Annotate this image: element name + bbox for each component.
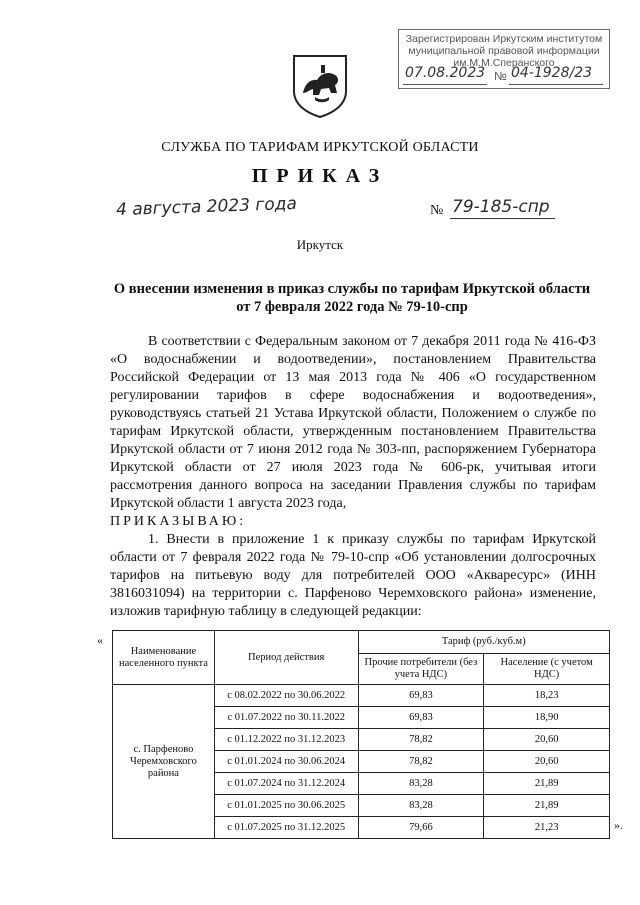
document-number-label: №	[430, 203, 444, 218]
table-open-quote: «	[97, 633, 103, 647]
population-tariff-cell: 20,60	[484, 751, 610, 773]
population-tariff-cell: 18,90	[484, 707, 610, 729]
table-row	[113, 685, 610, 707]
tariff-table	[112, 630, 610, 839]
organization-name: СЛУЖБА ПО ТАРИФАМ ИРКУТСКОЙ ОБЛАСТИ	[161, 140, 479, 155]
population-tariff-cell: 21,89	[484, 795, 610, 817]
other-tariff-cell: 83,28	[358, 773, 484, 795]
period-cell: с 01.07.2022 по 30.11.2022	[214, 707, 358, 729]
other-tariff-cell: 78,82	[358, 729, 484, 751]
other-tariff-cell: 83,28	[358, 795, 484, 817]
period-cell: с 08.02.2022 по 30.06.2022	[214, 685, 358, 707]
header-period: Период действия	[214, 631, 358, 685]
period-cell: с 01.12.2022 по 31.12.2023	[214, 729, 358, 751]
other-tariff-cell: 69,83	[358, 685, 484, 707]
other-tariff-cell: 78,82	[358, 751, 484, 773]
population-tariff-cell: 21,23	[484, 817, 610, 839]
period-cell: с 01.07.2024 по 31.12.2024	[214, 773, 358, 795]
header-other-consumers: Прочие потребители (без учета НДС)	[358, 654, 484, 685]
handwritten-document-number: 79-185-спр	[452, 197, 550, 217]
header-settlement: Наименование населенного пункта	[113, 631, 215, 685]
stamp-line-3: им.М.М.Сперанского	[453, 57, 555, 69]
registration-stamp	[398, 29, 610, 89]
header-population: Население (с учетом НДС)	[484, 654, 610, 685]
table-close-quote: ».	[614, 818, 623, 832]
stamp-number-label: №	[494, 69, 507, 83]
settlement-cell: с. Парфеново Черемховского района	[113, 685, 215, 839]
coat-of-arms-emblem	[291, 53, 349, 119]
document-body	[110, 333, 596, 621]
stamp-number: 04-1928/23	[511, 65, 593, 81]
preamble-paragraph: В соответствии с Федеральным законом от 7 декабря 2011 года № 416-ФЗ «О водоснабжении и водоотведении», постановлением Правительства Российской Федерации от 13 мая 2013 года № 406 «О государственном регулировании тарифов в сфере водоснабжения и водоотведения», руководствуясь статьей 21 Устава Иркутской области, Положением о службе по тарифам Иркутской области, утвержденным постановлением Правительства Иркутской области от 7 июня 2012 года № 303-пп, распоряжением Губернатора Иркутской области от 27 июля 2023 года № 606-рк, учитывая итоги рассмотрения данного вопроса на заседании Правления службы по тарифам Иркутской области 1 августа 2023 года,	[110, 334, 596, 511]
number-underline	[450, 218, 555, 219]
city: Иркутск	[296, 237, 344, 252]
period-cell: с 01.01.2024 по 30.06.2024	[214, 751, 358, 773]
document-title: О внесении изменения в приказ службы по тарифам Иркутской области от 7 февраля 2022 года № 79-10-спр	[113, 281, 591, 315]
population-tariff-cell: 21,89	[484, 773, 610, 795]
stamp-line-2: муниципальной правовой информации	[408, 45, 600, 57]
period-cell: с 01.07.2025 по 31.12.2025	[214, 817, 358, 839]
other-tariff-cell: 69,83	[358, 707, 484, 729]
order-word: ПРИКАЗЫВАЮ:	[110, 514, 247, 529]
handwritten-date: 4 августа 2023 года	[115, 193, 298, 221]
other-tariff-cell: 79,66	[358, 817, 484, 839]
stamp-date: 07.08.2023	[405, 65, 486, 81]
header-tariff: Тариф (руб./куб.м)	[358, 631, 609, 654]
item-1-paragraph: 1. Внести в приложение 1 к приказу службы по тарифам Иркутской области от 7 февраля 2022 года № 79-10-спр «Об установлении долгосрочных тарифов на питьевую воду для потребителей ООО «Акваресурс» (ИНН 3816031094) на территории с. Парфеново Черемховского района» изменение, изложив тарифную таблицу в следующей редакции:	[110, 532, 596, 619]
document-type: ПРИКАЗ	[251, 165, 389, 187]
period-cell: с 01.01.2025 по 30.06.2025	[214, 795, 358, 817]
population-tariff-cell: 18,23	[484, 685, 610, 707]
stamp-line-1: Зарегистрирован Иркутским институтом	[405, 33, 603, 45]
population-tariff-cell: 20,60	[484, 729, 610, 751]
